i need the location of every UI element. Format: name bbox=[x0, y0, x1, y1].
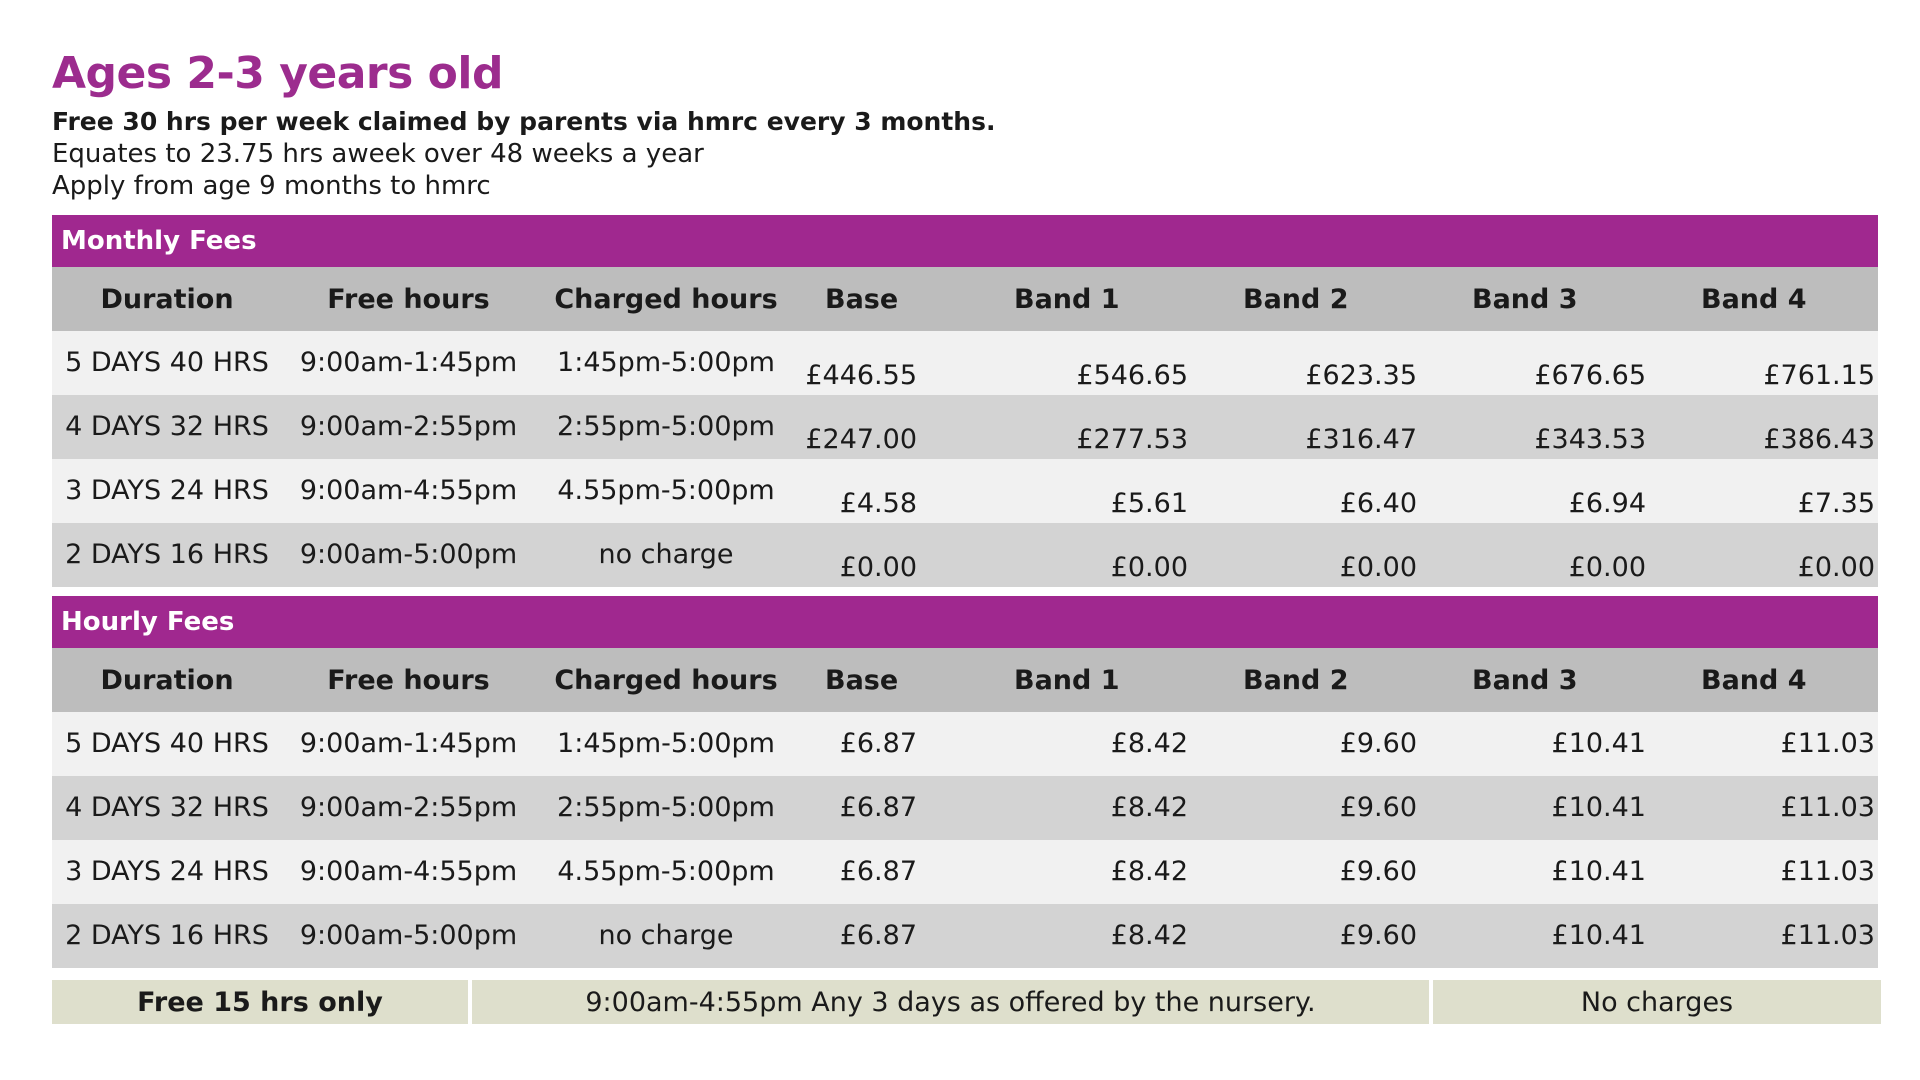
monthly-fees-heading: Monthly Fees bbox=[52, 215, 1878, 267]
info-line-hours: Equates to 23.75 hrs aweek over 48 weeks a year bbox=[52, 139, 704, 169]
cell-charged-hours: 1:45pm-5:00pm bbox=[557, 727, 775, 759]
cell-band-2: £6.40 bbox=[1339, 488, 1417, 519]
cell-base: £446.55 bbox=[805, 360, 917, 391]
cell-base: £6.87 bbox=[839, 919, 917, 951]
cell-band-4: £11.03 bbox=[1780, 855, 1875, 887]
cell-free-hours: 9:00am-1:45pm bbox=[299, 346, 518, 378]
col-charged-hours: Charged hours bbox=[554, 664, 778, 696]
cell-band-2: £9.60 bbox=[1339, 919, 1417, 951]
cell-duration: 2 DAYS 16 HRS bbox=[65, 538, 269, 570]
cell-base: £6.87 bbox=[839, 727, 917, 759]
cell-free-hours: 9:00am-2:55pm bbox=[299, 791, 518, 823]
cell-band-2: £623.35 bbox=[1305, 360, 1417, 391]
cell-band-3: £6.94 bbox=[1568, 488, 1646, 519]
table-row bbox=[52, 459, 1878, 523]
cell-base: £6.87 bbox=[839, 855, 917, 887]
cell-band-1: £546.65 bbox=[1076, 360, 1188, 391]
cell-base: £6.87 bbox=[839, 791, 917, 823]
cell-band-4: £11.03 bbox=[1780, 791, 1875, 823]
col-band-1: Band 1 bbox=[1014, 283, 1120, 315]
cell-band-2: £9.60 bbox=[1339, 791, 1417, 823]
col-band-4: Band 4 bbox=[1701, 664, 1807, 696]
hourly-header-row bbox=[52, 648, 1878, 712]
cell-band-1: £8.42 bbox=[1110, 727, 1188, 759]
cell-band-1: £5.61 bbox=[1110, 488, 1188, 519]
col-band-4: Band 4 bbox=[1701, 283, 1807, 315]
cell-charged-hours: no charge bbox=[598, 538, 734, 570]
col-duration: Duration bbox=[100, 664, 234, 696]
free-15-description: 9:00am-4:55pm Any 3 days as offered by the nursery. bbox=[472, 980, 1429, 1024]
cell-band-3: £343.53 bbox=[1534, 424, 1646, 455]
cell-free-hours: 9:00am-1:45pm bbox=[299, 727, 518, 759]
table-row bbox=[52, 395, 1878, 459]
cell-charged-hours: 2:55pm-5:00pm bbox=[557, 791, 775, 823]
col-duration: Duration bbox=[100, 283, 234, 315]
cell-band-2: £9.60 bbox=[1339, 727, 1417, 759]
cell-free-hours: 9:00am-5:00pm bbox=[299, 919, 518, 951]
cell-base: £4.58 bbox=[839, 488, 917, 519]
cell-band-2: £0.00 bbox=[1339, 552, 1417, 583]
cell-base: £0.00 bbox=[839, 552, 917, 583]
cell-band-1: £277.53 bbox=[1076, 424, 1188, 455]
cell-duration: 3 DAYS 24 HRS bbox=[65, 474, 269, 506]
info-line-apply: Apply from age 9 months to hmrc bbox=[52, 171, 491, 201]
cell-duration: 2 DAYS 16 HRS bbox=[65, 919, 269, 951]
cell-band-3: £10.41 bbox=[1551, 919, 1646, 951]
cell-duration: 3 DAYS 24 HRS bbox=[65, 855, 269, 887]
col-band-2: Band 2 bbox=[1243, 664, 1349, 696]
table-row bbox=[52, 776, 1878, 840]
table-row bbox=[52, 904, 1878, 968]
cell-free-hours: 9:00am-4:55pm bbox=[299, 855, 518, 887]
col-band-1: Band 1 bbox=[1014, 664, 1120, 696]
col-free-hours: Free hours bbox=[327, 283, 490, 315]
cell-duration: 5 DAYS 40 HRS bbox=[65, 346, 269, 378]
cell-duration: 4 DAYS 32 HRS bbox=[65, 410, 269, 442]
col-base: Base bbox=[825, 283, 899, 315]
cell-band-4: £7.35 bbox=[1797, 488, 1875, 519]
col-charged-hours: Charged hours bbox=[554, 283, 778, 315]
cell-band-4: £0.00 bbox=[1797, 552, 1875, 583]
cell-charged-hours: 4.55pm-5:00pm bbox=[557, 855, 775, 887]
col-free-hours: Free hours bbox=[327, 664, 490, 696]
cell-duration: 4 DAYS 32 HRS bbox=[65, 791, 269, 823]
cell-band-4: £11.03 bbox=[1780, 727, 1875, 759]
cell-band-4: £761.15 bbox=[1763, 360, 1875, 391]
col-band-2: Band 2 bbox=[1243, 283, 1349, 315]
free-15-charges: No charges bbox=[1433, 980, 1881, 1024]
cell-band-3: £676.65 bbox=[1534, 360, 1646, 391]
cell-charged-hours: no charge bbox=[598, 919, 734, 951]
col-band-3: Band 3 bbox=[1472, 664, 1578, 696]
cell-band-1: £0.00 bbox=[1110, 552, 1188, 583]
cell-band-1: £8.42 bbox=[1110, 919, 1188, 951]
cell-free-hours: 9:00am-5:00pm bbox=[299, 538, 518, 570]
hourly-fees-table bbox=[52, 596, 1878, 968]
monthly-fees-table bbox=[52, 215, 1878, 587]
table-row bbox=[52, 840, 1878, 904]
cell-band-3: £10.41 bbox=[1551, 727, 1646, 759]
free-15-hours-row bbox=[52, 980, 1878, 1024]
cell-free-hours: 9:00am-4:55pm bbox=[299, 474, 518, 506]
cell-band-2: £9.60 bbox=[1339, 855, 1417, 887]
cell-band-1: £8.42 bbox=[1110, 855, 1188, 887]
col-band-3: Band 3 bbox=[1472, 283, 1578, 315]
cell-band-3: £10.41 bbox=[1551, 855, 1646, 887]
cell-charged-hours: 2:55pm-5:00pm bbox=[557, 410, 775, 442]
cell-base: £247.00 bbox=[805, 424, 917, 455]
cell-band-1: £8.42 bbox=[1110, 791, 1188, 823]
monthly-header-row bbox=[52, 267, 1878, 331]
hourly-fees-heading: Hourly Fees bbox=[52, 596, 1878, 648]
cell-band-3: £10.41 bbox=[1551, 791, 1646, 823]
table-row bbox=[52, 523, 1878, 587]
cell-band-4: £386.43 bbox=[1763, 424, 1875, 455]
table-row bbox=[52, 331, 1878, 395]
cell-band-3: £0.00 bbox=[1568, 552, 1646, 583]
free-15-label: Free 15 hrs only bbox=[52, 980, 468, 1024]
cell-band-4: £11.03 bbox=[1780, 919, 1875, 951]
cell-charged-hours: 1:45pm-5:00pm bbox=[557, 346, 775, 378]
col-base: Base bbox=[825, 664, 899, 696]
table-row bbox=[52, 712, 1878, 776]
cell-duration: 5 DAYS 40 HRS bbox=[65, 727, 269, 759]
cell-free-hours: 9:00am-2:55pm bbox=[299, 410, 518, 442]
fees-page bbox=[52, 48, 1878, 1024]
page-title: Ages 2-3 years old bbox=[52, 48, 503, 99]
page-subtitle: Free 30 hrs per week claimed by parents via hmrc every 3 months. bbox=[52, 107, 996, 136]
cell-band-2: £316.47 bbox=[1305, 424, 1417, 455]
cell-charged-hours: 4.55pm-5:00pm bbox=[557, 474, 775, 506]
